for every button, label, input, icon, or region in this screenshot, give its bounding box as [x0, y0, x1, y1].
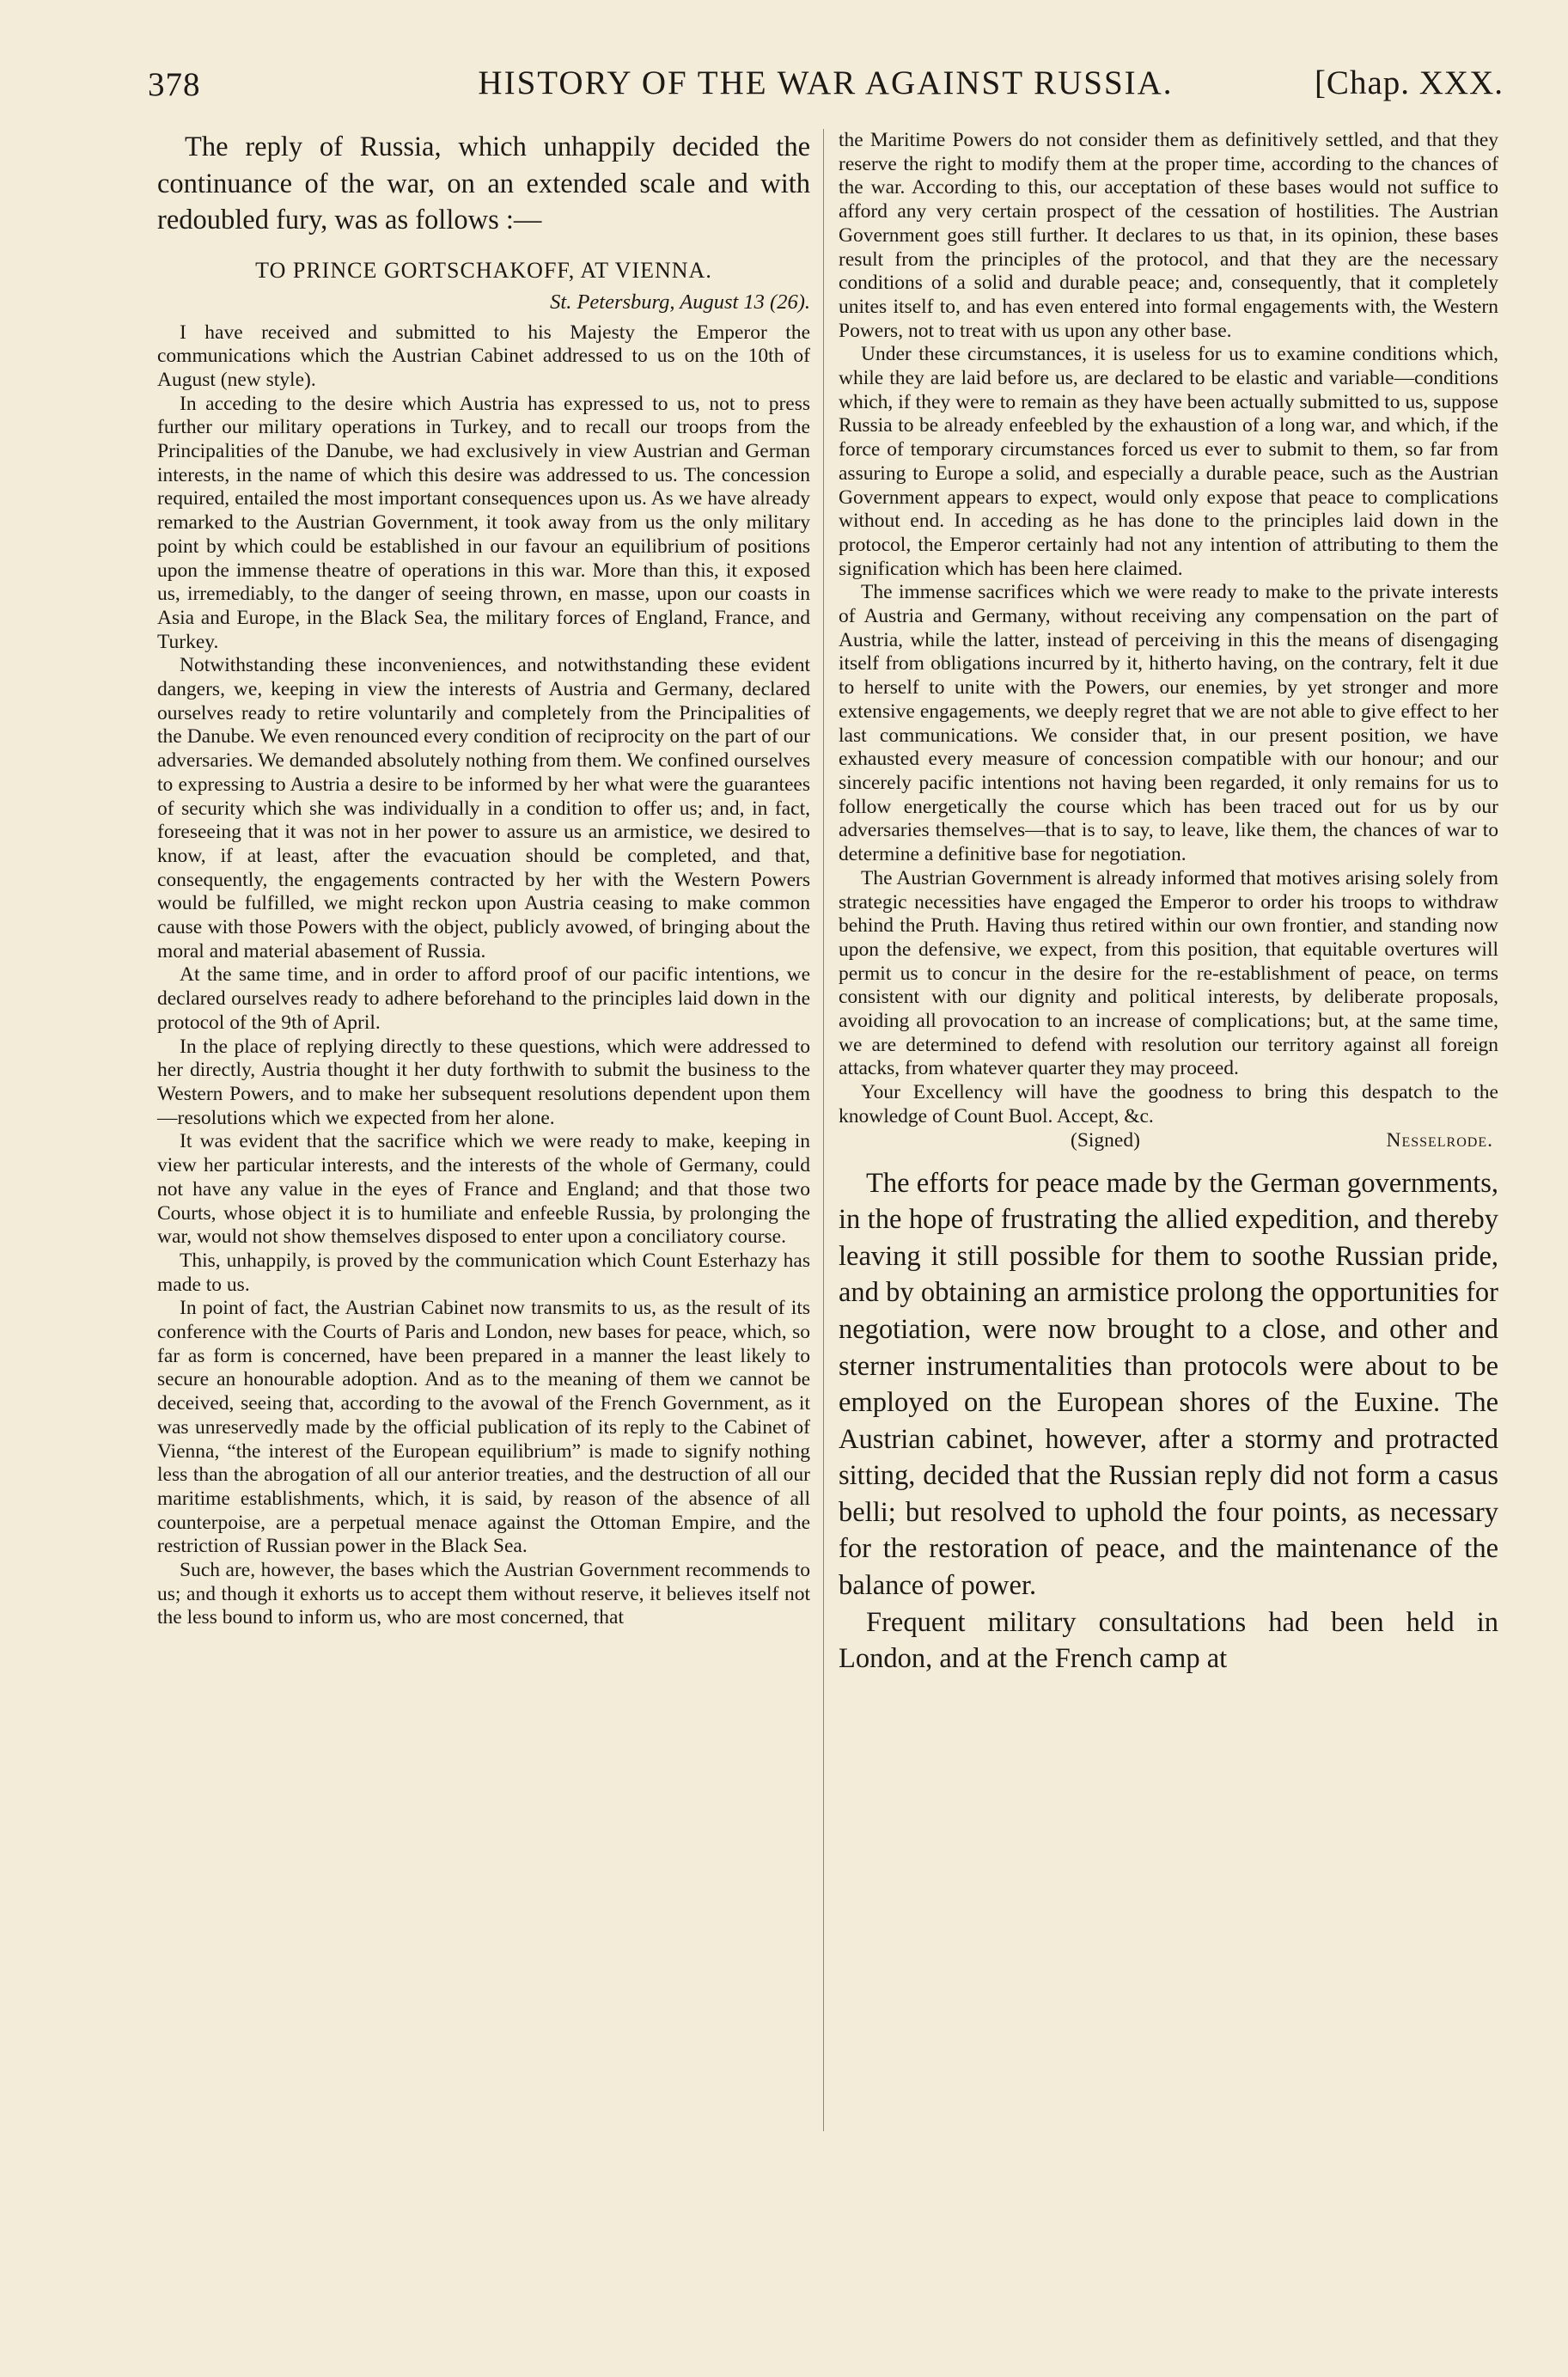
letter-paragraph: It was evident that the sacrifice which we were ready to make, keeping in view her particular interests, and the interests of the whole of Germany, could not have any value in the eyes of France and England; and that those two Courts, whose object it is to humiliate and enfeeble Russia, by prolonging the war, would not show themselves disposed to enter upon a conciliatory course.	[157, 1130, 810, 1249]
letter-body-right	[839, 129, 1498, 1129]
page-number: 378	[148, 66, 201, 103]
letter-address: TO PRINCE GORTSCHAKOFF, AT VIENNA.	[255, 257, 712, 283]
running-header	[148, 60, 1504, 112]
narrative-paragraph: Frequent military consultations had been held in London, and at the French camp at	[839, 1606, 1498, 1675]
letter-paragraph: The immense sacrifices which we were ready to make to the private interests of Austria and Germany, without receiving any compensation on the part of Austria, while the latter, instead of perceiving in this the means of disengaging itself from obligations incurred by it, hitherto having, on the contrary, felt it due to herself to unite with the Powers, our enemies, by yet stronger and more extensive engagements, we deeply regret that we are not able to give effect to her last communications. We consider that, in our present position, we have exhausted every measure of concession compatible with our honour; and our sincerely pacific intentions not having been regarded, it only remains for us to follow energetically the course which has been traced out for us by our adversaries themselves—that is to say, to leave, like them, the chances of war to determine a definitive base for negotiation.	[839, 581, 1498, 866]
letter-paragraph: Under these circumstances, it is useless for us to examine conditions which, while they are laid before us, are declared to be elastic and variable—conditions which, if they were to remain as they have been actually submitted to us, suppose Russia to be already enfeebled by the exhaustion of a long war, and which, if the force of temporary circumstances forced us ever to submit to them, so far from assuring to Europe a solid, and especially a durable peace, such as the Austrian Government appears to expect, would only expose that peace to complications without end. In acceding as he has done to the principles laid down in the protocol, the Emperor certainly had not any intention of attributing to them the signification which has been here claimed.	[839, 343, 1498, 580]
letter-paragraph: In acceding to the desire which Austria has expressed to us, not to press further our military operations in Turkey, and to recall our troops from the Principalities of the Danube, we had exclusively in view Austrian and German interests, in the name of which this desire was addressed to us. The concession required, entailed the most important consequences upon us. As we have already remarked to the Austrian Government, it took away from us the only military point by which could be established in our favour an equilibrium of positions upon the immense theatre of operations in this war. More than this, it exposed us, irremediably, to the danger of seeing thrown, en masse, upon our coasts in Asia and Europe, in the Black Sea, the military forces of England, France, and Turkey.	[157, 392, 810, 653]
right-column	[839, 129, 1498, 1677]
letter-paragraph: Notwithstanding these inconveniences, and notwithstanding these evident dangers, we, keeping in view the interests of Austria and Germany, declared ourselves ready to retire voluntarily and completely from the Principalities of the Danube. We even renounced every condition of reciprocity on the part of our adversaries. We demanded absolutely nothing from them. We confined ourselves to expressing to Austria a desire to be informed by her what were the guarantees of security which she was individually in a condition to offer us; and, in fact, foreseeing that it was not in her power to assure us an armistice, we desired to know, if at least, after the evacuation should be completed, and that, consequently, the engagements contracted by her with the Western Powers would be fulfilled, we might reckon upon Austria ceasing to make common cause with those Powers with the object, publicly avowed, of bringing about the moral and material abasement of Russia.	[157, 654, 810, 962]
letter-paragraph: In the place of replying directly to these questions, which were addressed to her directly, Austria thought it her duty forthwith to submit the business to the Western Powers, and to make her subsequent resolutions dependent upon them—resolutions which we expected from her alone.	[157, 1035, 810, 1129]
running-title: HISTORY OF THE WAR AGAINST RUSSIA.	[478, 64, 1174, 101]
letter-paragraph: the Maritime Powers do not consider them as definitively settled, and that they reserve the right to modify them at the proper time, according to the chances of the war. According to this, our acceptation of these bases would not suffice to afford any very certain prospect of the cessation of hostilities. The Austrian Government goes still further. It declares to us that, in its opinion, these bases result from the principles of the protocol, and that they are the necessary conditions of a solid and durable peace; and, consequently, that it completely unites itself to, and has even entered into formal engagements with, the Western Powers, not to treat with us upon any other base.	[839, 129, 1498, 342]
letter-paragraph: Your Excellency will have the goodness to bring this despatch to the knowledge of Count Buol. Accept, &c.	[839, 1081, 1498, 1127]
intro-paragraph: The reply of Russia, which unhappily decided the continuance of the war, on an extended scale and with redoubled fury, was as follows :—	[157, 131, 810, 235]
signer-name: Nesselrode.	[1386, 1128, 1493, 1152]
chapter-label: [Chap. XXX.	[1314, 64, 1504, 101]
left-column	[157, 129, 810, 1630]
letter-paragraph: The Austrian Government is already informed that motives arising solely from strategic necessities have engaged the Emperor to order his troops to withdraw behind the Pruth. Having thus retired within our own frontier, and standing now upon the defensive, we expect, from this position, that equitable overtures will permit us to concur in the desire for the re-establishment of peace, on terms consistent with our dignity and political interests, by deliberate proposals, avoiding all provocation to an increase of complications; but, at the same time, we are determined to defend with resolution our territory against all foreign attacks, from whatever quarter they may proceed.	[839, 866, 1498, 1080]
signature-line	[839, 1129, 1498, 1153]
letter-paragraph: I have received and submitted to his Majesty the Emperor the communications which the Austrian Cabinet addressed to us on the 10th of August (new style).	[157, 321, 810, 391]
letter-body-left	[157, 321, 810, 1631]
narrative-paragraph: The efforts for peace made by the German governments, in the hope of frustrating the allied expedition, and thereby leaving it still possible for them to soothe Russian pride, and by obtaining an armistice prolong the opportunities for negotiation, were now brought to a close, and other and sterner instrumentalities than protocols were about to be employed on the European shores of the Euxine. The Austrian cabinet, however, after a stormy and protracted sitting, decided that the Russian reply did not form a casus belli; but resolved to uphold the four points, as necessary for the restoration of peace, and the maintenance of the balance of power.	[839, 1167, 1498, 1602]
letter-dateline: St. Petersburg, August 13 (26).	[550, 290, 810, 314]
letter-paragraph: Such are, however, the bases which the Austrian Government recommends to us; and though it exhorts us to accept them without reserve, it believes itself not the less bound to inform us, who are most concerned, that	[157, 1559, 810, 1629]
column-divider	[823, 129, 824, 2131]
signed-label: (Signed)	[1071, 1128, 1140, 1152]
letter-paragraph: This, unhappily, is proved by the communication which Count Esterhazy has made to us.	[157, 1249, 810, 1296]
letter-paragraph: At the same time, and in order to afford proof of our pacific intentions, we declared ourselves ready to adhere beforehand to the principles laid down in the protocol of the 9th of April.	[157, 963, 810, 1034]
letter-paragraph: In point of fact, the Austrian Cabinet now transmits to us, as the result of its conference with the Courts of Paris and London, new bases for peace, which, so far as form is concerned, have been prepared in a manner the least likely to secure an honourable adoption. And as to the meaning of them we cannot be deceived, seeing that, according to the avowal of the French Government, as it was unreservedly made by the official publication of its reply to the Cabinet of Vienna, “the interest of the European equilibrium” is made to signify nothing less than the abrogation of all our anterior treaties, and the destruction of all our maritime establishments, which, it is said, by reason of the absence of all counterpoise, are a perpetual menace against the Ottoman Empire, and the restriction of Russian power in the Black Sea.	[157, 1297, 810, 1558]
